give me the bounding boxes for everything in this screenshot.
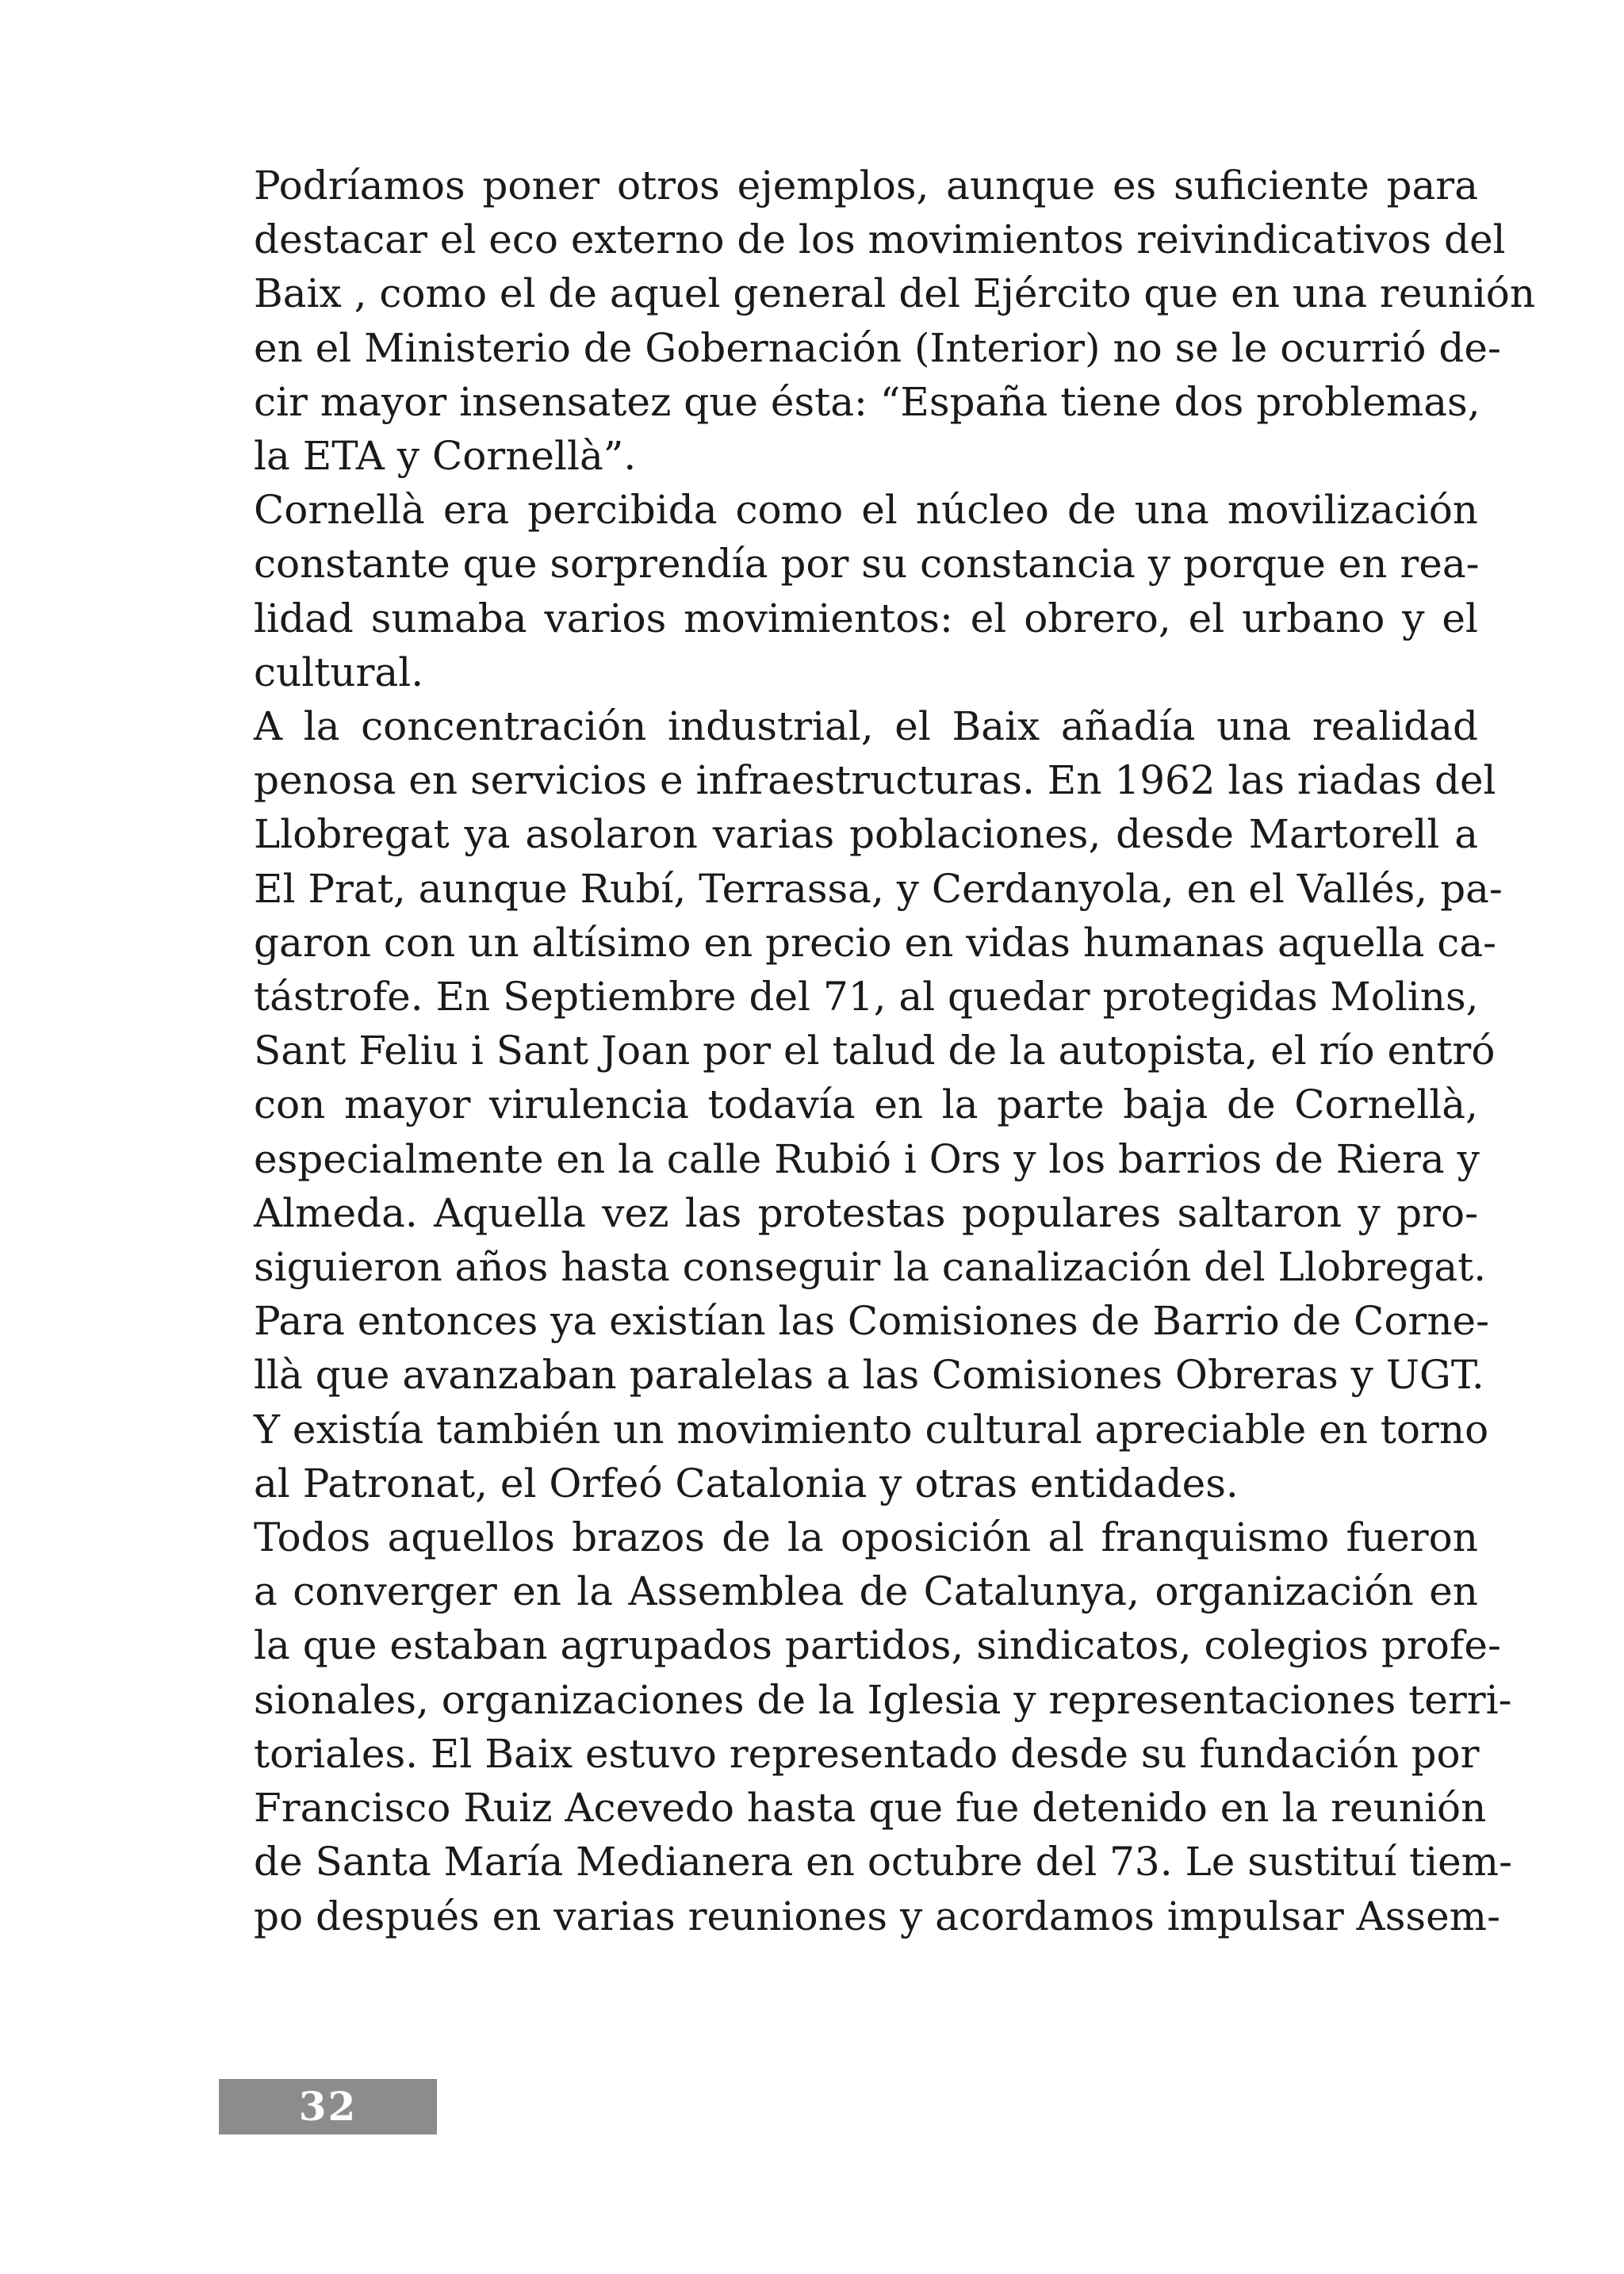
text-line: sionales, organizaciones de la Iglesia y representaciones terri- (254, 1676, 1512, 1723)
text-line: A la concentración industrial, el Baix añadía una realidad (254, 703, 1478, 750)
text-line: Almeda. Aquella vez las protestas populares saltaron y pro- (254, 1189, 1478, 1236)
text-line: Podríamos poner otros ejemplos, aunque es suficiente para (254, 163, 1478, 209)
text-line: la ETA y Cornellà”. (254, 433, 637, 480)
text-line: de Santa María Medianera en octubre del 73. Le sustituí tiem- (254, 1839, 1512, 1885)
text-line: siguieron años hasta conseguir la canalización del Llobregat. (254, 1244, 1487, 1291)
text-line: Llobregat ya asolaron varias poblaciones, desde Martorell a (254, 811, 1478, 858)
text-line: Y existía también un movimiento cultural apreciable en torno (254, 1406, 1489, 1453)
paragraph-4 (219, 1510, 1512, 1943)
text-line: cir mayor insensatez que ésta: “España tiene dos problemas, (254, 378, 1480, 425)
text-line: po después en varias reuniones y acordamos impulsar Assem- (254, 1893, 1500, 1939)
text-line: tástrofe. En Septiembre del 71, al quedar protegidas Molins, (254, 974, 1479, 1020)
paragraph-2 (219, 483, 1478, 699)
text-line: al Patronat, el Orfeó Catalonia y otras entidades. (254, 1460, 1239, 1506)
text-line: cultural. (254, 649, 424, 695)
text-line: Sant Feliu i Sant Joan por el talud de la autopista, el río entró (254, 1028, 1496, 1074)
text-line: El Prat, aunque Rubí, Terrassa, y Cerdanyola, en el Vallés, pa- (254, 865, 1503, 912)
page-number-box (219, 2079, 437, 2134)
body-text (219, 159, 1536, 1943)
text-line: penosa en servicios e infraestructuras. En 1962 las riadas del (254, 757, 1496, 804)
text-line: Todos aquellos brazos de la oposición al franquismo fueron (254, 1514, 1478, 1561)
text-line: toriales. El Baix estuvo representado desde su fundación por (254, 1730, 1480, 1777)
text-line: a converger en la Assemblea de Catalunya, organización en (254, 1568, 1478, 1615)
text-line: Baix , como el de aquel general del Ejército que en una reunión (254, 270, 1536, 317)
page-number: 32 (298, 2083, 358, 2130)
text-line: en el Ministerio de Gobernación (Interior) no se le ocurrió de- (254, 324, 1501, 371)
text-line: llà que avanzaban paralelas a las Comisiones Obreras y UGT. (254, 1352, 1484, 1399)
text-line: Francisco Ruiz Acevedo hasta que fue detenido en la reunión (254, 1785, 1487, 1832)
text-line: especialmente en la calle Rubió i Ors y los barrios de Riera y (254, 1135, 1480, 1182)
text-line: Para entonces ya existían las Comisiones de Barrio de Corne- (254, 1298, 1490, 1345)
text-line: garon con un altísimo en precio en vidas humanas aquella ca- (254, 919, 1497, 966)
text-line: Cornellà era percibida como el núcleo de una movilización (254, 487, 1478, 534)
text-line: constante que sorprendía por su constancia y porque en rea- (254, 541, 1480, 588)
paragraph-1 (219, 159, 1536, 483)
text-line: destacar el eco externo de los movimientos reivindicativos del (254, 216, 1506, 263)
text-line: la que estaban agrupados partidos, sindicatos, colegios profe- (254, 1622, 1501, 1669)
text-line: lidad sumaba varios movimientos: el obrero, el urbano y el (254, 595, 1478, 641)
text-line: con mayor virulencia todavía en la parte baja de Cornellà, (254, 1081, 1478, 1128)
paragraph-3 (219, 699, 1503, 1510)
